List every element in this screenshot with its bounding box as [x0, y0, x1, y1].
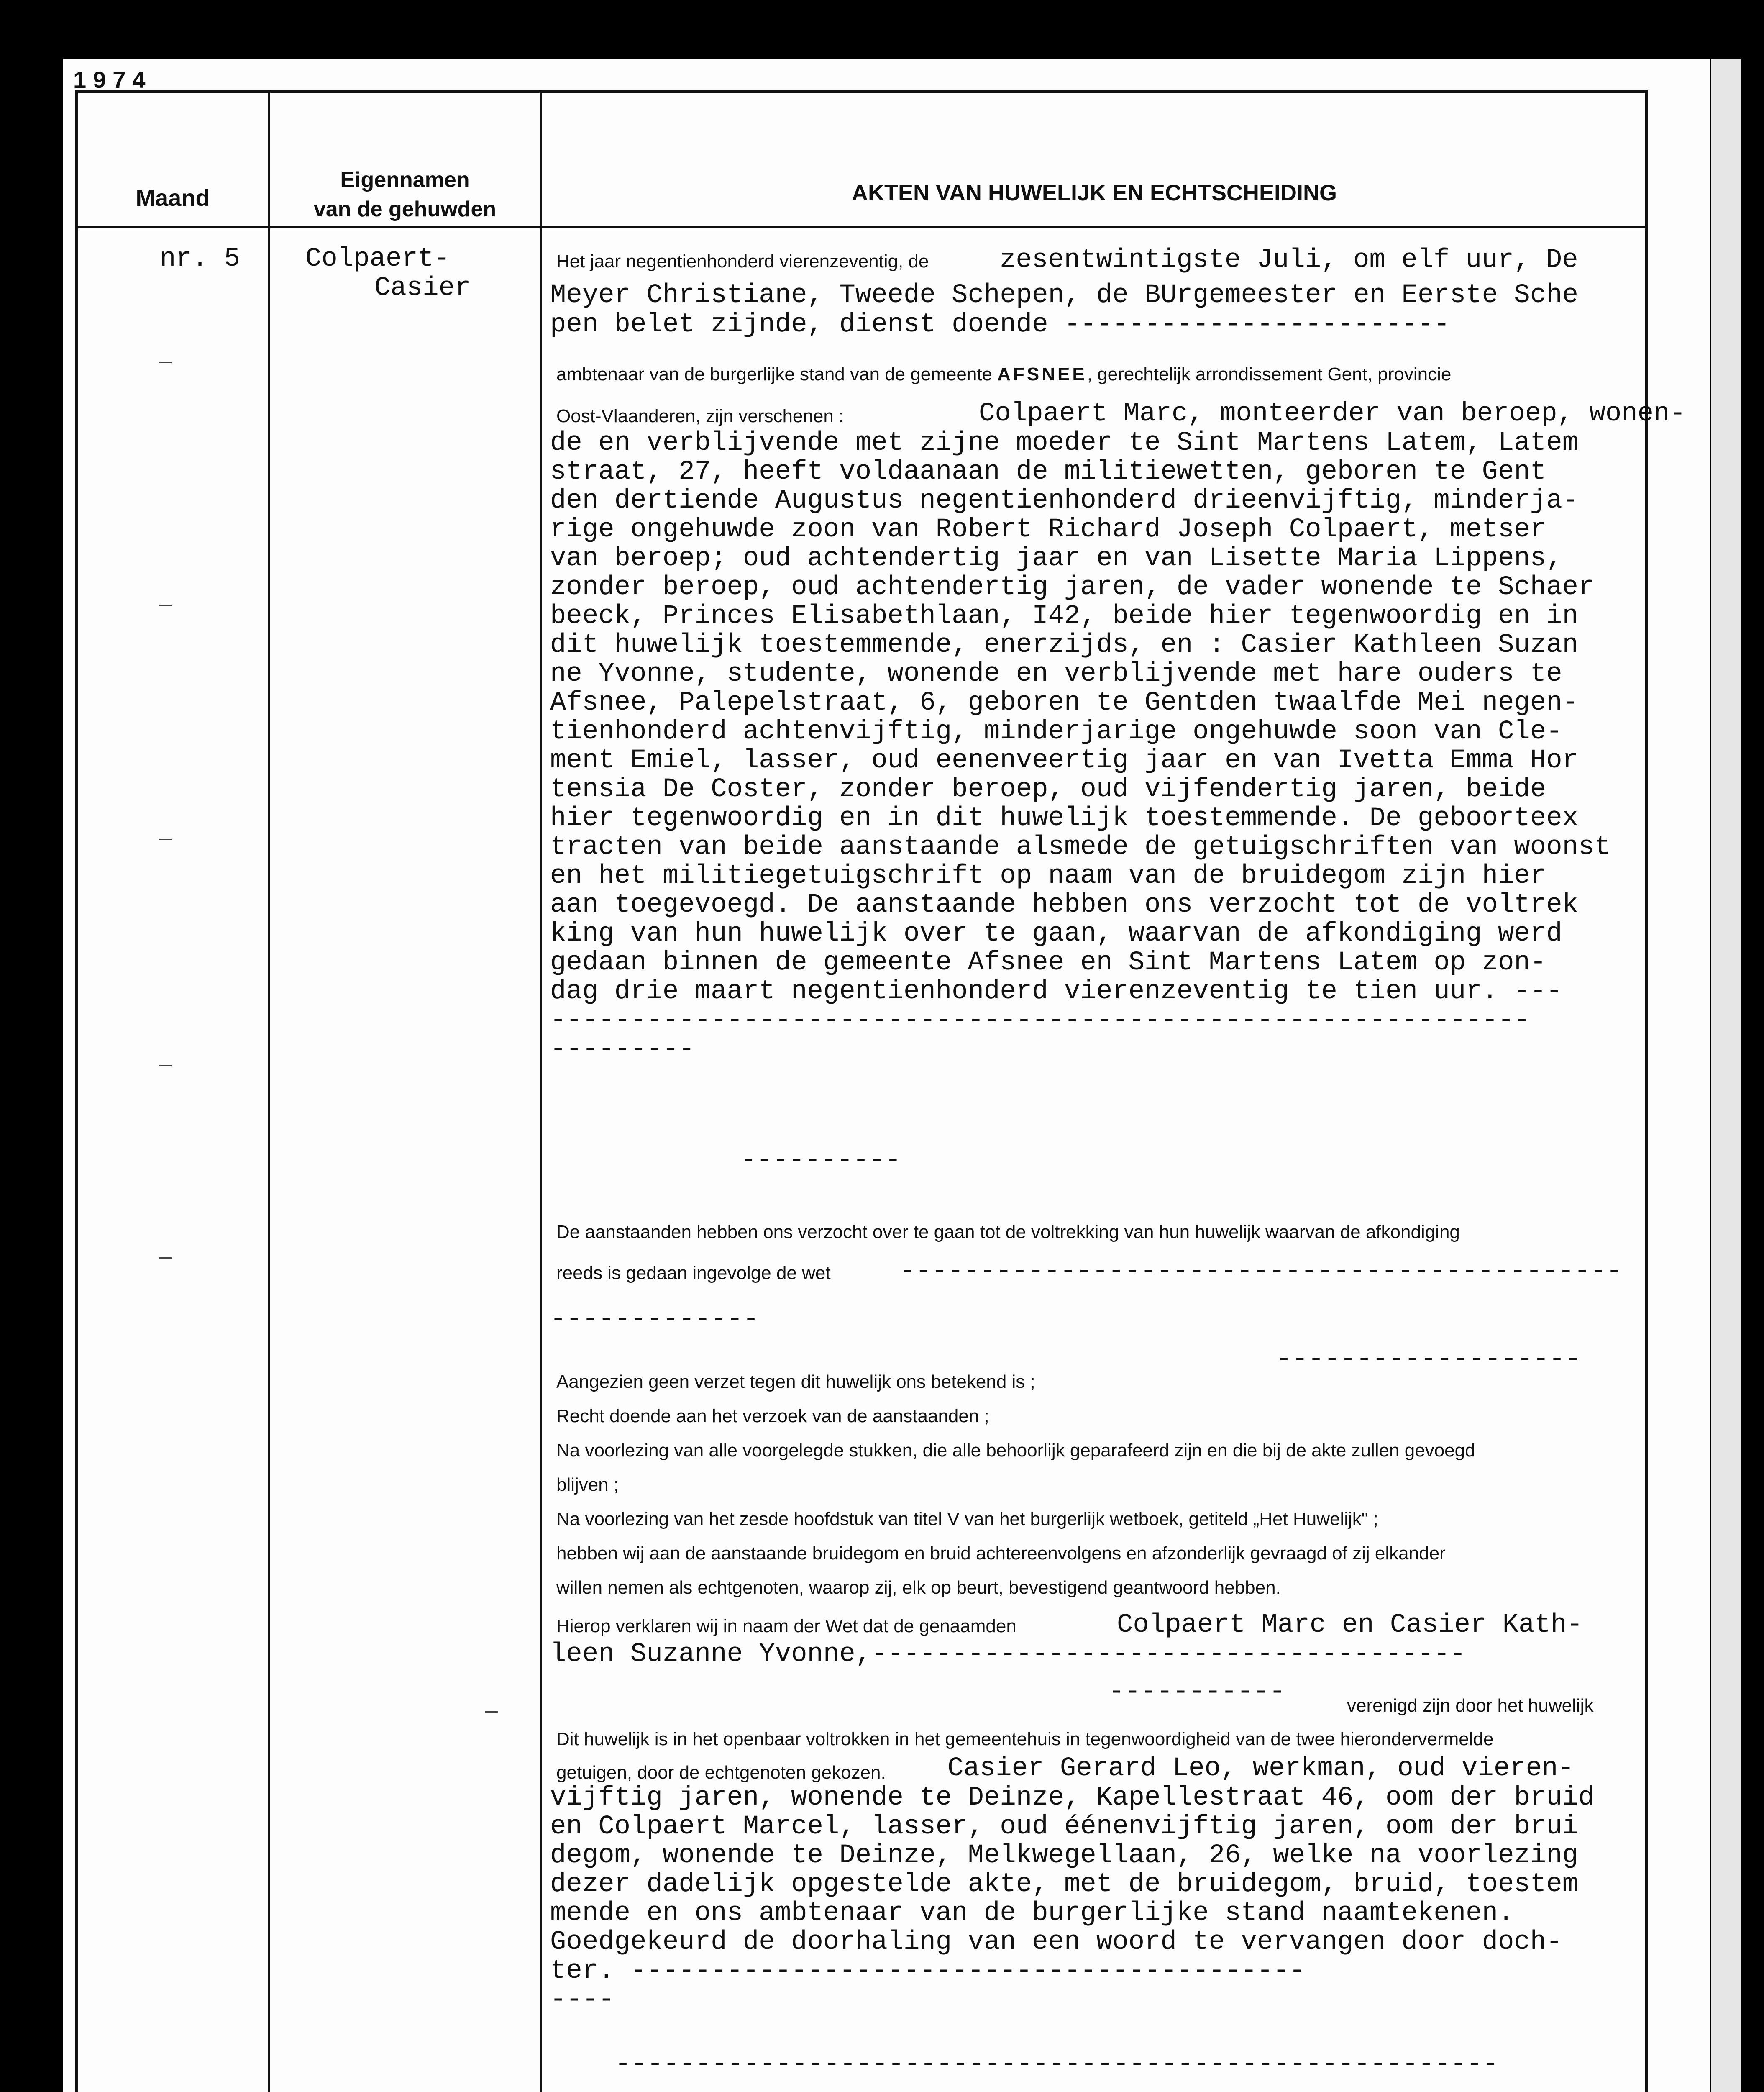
typed-line-16: ment Emiel, lasser, oud eenenveertig jaar en van Ivetta Emma Hor [550, 746, 1578, 776]
margin-tick [159, 605, 172, 606]
typed-line-30: ------------------- [1276, 1344, 1581, 1374]
form-verschenen: Oost-Vlaanderen, zijn verschenen : [556, 406, 844, 426]
typed-line-29: ------------- [550, 1305, 759, 1335]
typed-line-22: king van hun huwelijk over te gaan, waarvan de afkondiging werd [550, 919, 1562, 949]
typed-line-17: tensia De Coster, zonder beroep, oud vijfendertig jaren, beide [550, 774, 1546, 805]
typed-line-37: degom, wonende te Deinze, Melkwegellaan, 26, welke na voorlezing [550, 1841, 1578, 1871]
header-van-de-gehuwden: van de gehuwden [313, 197, 497, 221]
entry-names-line1: Colpaert- [305, 244, 450, 274]
header-akten: AKTEN VAN HUWELIJK EN ECHTSCHEIDING [851, 180, 1337, 205]
margin-tick [159, 1257, 172, 1259]
page-edge-strip [1711, 59, 1741, 2092]
column-divider-2 [540, 90, 542, 2092]
typed-line-23: gedaan binnen de gemeente Afsnee en Sint Martens Latem op zon- [550, 948, 1546, 978]
margin-tick [159, 839, 172, 840]
typed-line-6: straat, 27, heeft voldaanaan de militiewetten, geboren te Gent [550, 457, 1546, 487]
form-recht: Recht doende aan het verzoek van de aanstaanden ; [556, 1406, 989, 1426]
typed-line-42: ---- [550, 1985, 614, 2015]
typed-line-28: --------------------------------------------- [899, 1256, 1623, 1287]
typed-line-20: en het militiegetuigschrift op naam van de bruidegom zijn hier [550, 861, 1546, 891]
typed-line-43: ------------------------------------------------------- [615, 2049, 1499, 2079]
form-gevraagd-1: hebben wij aan de aanstaande bruidegom en bruid achtereenvolgens en afzonderlijk gevraagd of zij elkander [556, 1543, 1446, 1564]
form-gevraagd-2: willen nemen als echtgenoten, waarop zij, elk op beurt, bevestigend geantwoord hebben. [556, 1577, 1281, 1598]
form-openbaar-1: Dit huwelijk is in het openbaar voltrokken in het gemeentehuis in tegenwoordigheid van de twee hierondervermelde [556, 1729, 1494, 1749]
margin-tick [159, 362, 172, 363]
typed-line-9: van beroep; oud achtendertig jaar en van Lisette Maria Lippens, [550, 544, 1562, 574]
column-divider-1 [268, 90, 270, 2092]
header-eigennamen: Eigennamen [340, 168, 470, 192]
typed-line-7: den dertiende Augustus negentienhonderd drieenvijftig, minderja- [550, 486, 1578, 516]
typed-line-24: dag drie maart negentienhonderd vierenzeventig te tien uur. --- [550, 977, 1562, 1007]
form-ambtenaar: ambtenaar van de burgerlijke stand van de gemeente AFSNEE, gerechtelijk arrondissement Gent, provincie [556, 364, 1452, 385]
typed-line-15: tienhonderd achtenvijftig, minderjarige ongehuwde soon van Cle- [550, 717, 1562, 747]
form-verzet: Aangezien geen verzet tegen dit huwelijk ons betekend is ; [556, 1372, 1035, 1392]
typed-line-27: ---------- [740, 1146, 901, 1176]
typed-line-34: Casier Gerard Leo, werkman, oud vieren- [947, 1754, 1574, 1784]
typed-line-41: ter. ------------------------------------------ [550, 1956, 1306, 1986]
form-verenigd: verenigd zijn door het huwelijk [1347, 1695, 1594, 1716]
typed-line-36: en Colpaert Marcel, lasser, oud éénenvijftig jaren, oom der brui [550, 1812, 1578, 1842]
typed-line-12: dit huwelijk toestemmende, enerzijds, en : Casier Kathleen Suzan [550, 630, 1578, 660]
typed-line-39: mende en ons ambtenaar van de burgerlijke stand naamtekenen. [550, 1898, 1514, 1928]
form-opening: Het jaar negentienhonderd vierenzeventig, de [556, 251, 929, 272]
typed-line-31: Colpaert Marc en Casier Kath- [1117, 1610, 1583, 1640]
typed-line-2: Meyer Christiane, Tweede Schepen, de BUrgemeester en Eerste Sche [550, 280, 1578, 310]
typed-line-33: ----------- [1109, 1677, 1285, 1707]
typed-line-18: hier tegenwoordig en in dit huwelijk toestemmende. De geboorteex [550, 803, 1578, 833]
form-afkondiging-2: reeds is gedaan ingevolge de wet [556, 1263, 831, 1283]
form-voorlezing-2: blijven ; [556, 1474, 619, 1495]
form-afkondiging-1: De aanstaanden hebben ons verzocht over te gaan tot de voltrekking van hun huwelijk waarvan de afkondiging [556, 1222, 1460, 1242]
typed-line-5: de en verblijvende met zijne moeder te Sint Martens Latem, Latem [550, 428, 1578, 458]
margin-tick [485, 1711, 498, 1713]
typed-line-25: ------------------------------------------------------------- [550, 1005, 1530, 1036]
register-year: 1974 [73, 67, 152, 93]
typed-line-8: rige ongehuwde zoon van Robert Richard Joseph Colpaert, metser [550, 515, 1546, 545]
typed-line-4: Colpaert Marc, monteerder van beroep, wonen- [979, 399, 1686, 429]
header-divider [75, 226, 1648, 228]
typed-line-38: dezer dadelijk opgestelde akte, met de bruidegom, bruid, toestem [550, 1869, 1578, 1900]
typed-line-40: Goedgekeurd de doorhaling van een woord te vervangen door doch- [550, 1927, 1562, 1957]
typed-line-32: leen Suzanne Yvonne,------------------------------------- [550, 1639, 1466, 1669]
form-openbaar-2: getuigen, door de echtgenoten gekozen. [556, 1762, 886, 1783]
typed-line-35: vijftig jaren, wonende te Deinze, Kapellestraat 46, oom der bruid [550, 1783, 1595, 1813]
typed-line-14: Afsnee, Palepelstraat, 6, geboren te Gentden twaalfde Mei negen- [550, 688, 1578, 718]
typed-line-26: --------- [550, 1034, 695, 1064]
entry-names-line2: Casier [374, 273, 471, 303]
typed-line-13: ne Yvonne, studente, wonende en verblijvende met hare ouders te [550, 659, 1562, 689]
typed-line-21: aan toegevoegd. De aanstaande hebben ons verzocht tot de voltrek [550, 890, 1578, 920]
entry-number: nr. 5 [160, 244, 241, 274]
form-hoofdstuk: Na voorlezing van het zesde hoofdstuk van titel V van het burgerlijk wetboek, getiteld „Het Huwelijk" ; [556, 1509, 1378, 1529]
typed-line-1: zesentwintigste Juli, om elf uur, De [1000, 245, 1578, 275]
form-hierop: Hierop verklaren wij in naam der Wet dat de genaamden [556, 1616, 1016, 1636]
header-maand: Maand [136, 185, 210, 211]
margin-tick [159, 1065, 172, 1066]
typed-line-10: zonder beroep, oud achtendertig jaren, de vader wonende te Schaer [550, 572, 1595, 602]
typed-line-19: tracten van beide aanstaande alsmede de getuigschriften van woonst [550, 832, 1610, 862]
form-voorlezing-1: Na voorlezing van alle voorgelegde stukken, die alle behoorlijk geparafeerd zijn en die bij de akte zullen gevoegd [556, 1440, 1475, 1461]
typed-line-11: beeck, Princes Elisabethlaan, I42, beide hier tegenwoordig en in [550, 601, 1578, 631]
typed-line-3: pen belet zijnde, dienst doende ------------------------ [550, 310, 1450, 340]
